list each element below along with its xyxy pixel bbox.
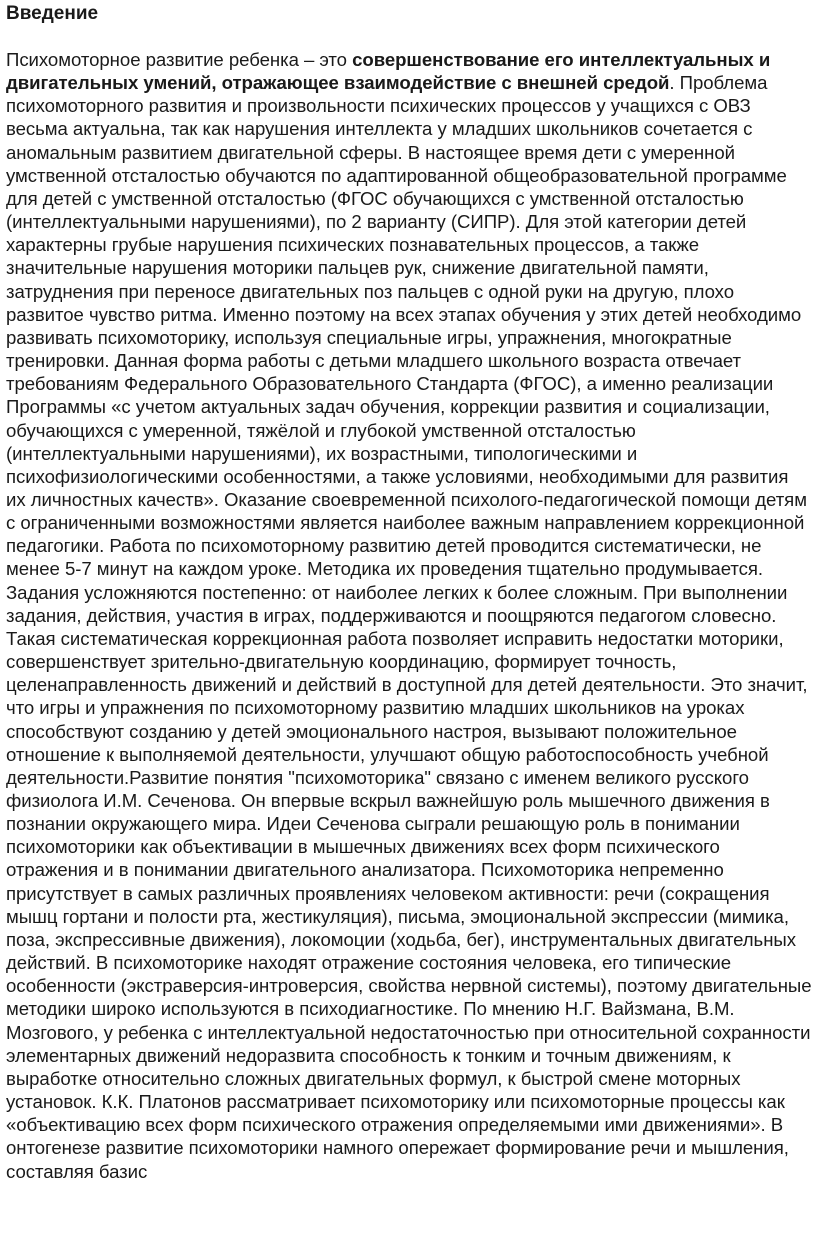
intro-plain-text: Психомоторное развитие ребенка – это [6,49,353,70]
document-page [6,0,812,1183]
main-body-text: . Проблема психомоторного развития и произвольности психических процессов у учащихся с ОВЗ весьма актуальна, так как нарушения интеллекта у младших школьников сочетается с аномальным развитием двигательной сферы. В настоящее время дети с умеренной умственной отсталостью обучаются по адаптированной общеобразовательной программе для детей с умственной отсталостью (ФГОС обучающихся с умственной отсталостью (интеллектуальными нарушениями), по 2 варианту (СИПР). Для этой категории детей характерны грубые нарушения психических познавательных процессов, а также значительные нарушения моторики пальцев рук, снижение двигательной памяти, затруднения при переносе двигательных поз пальцев с одной руки на другую, плохо развитое чувство ритма. Именно поэтому на всех этапах обучения у этих детей необходимо развивать психомоторику, используя специальные игры, упражнения, многократные тренировки. Данная форма работы с детьми младшего школьного возраста отвечает требованиям Федерального Образовательного Стандарта (ФГОС), а именно реализации Программы «с учетом актуальных задач обучения, коррекции развития и социализации, обучающихся с умеренной, тяжёлой и глубокой умственной отсталостью (интеллектуальными нарушениями), их возрастными, типологическими и психофизиологическими особенностями, а также условиями, необходимыми для развития их личностных качеств». Оказание своевременной психолого-педагогической помощи детям с ограниченными возможностями является наиболее важным направлением коррекционной педагогики. Работа по психомоторному развитию детей проводится систематически, не менее 5-7 минут на каждом уроке. Методика их проведения тщательно продумывается. Задания усложняются постепенно: от наиболее легких к более сложным. При выполнении задания, действия, участия в играх, поддерживаются и поощряются педагогом словесно. Такая систематическая коррекционная работа позволяет исправить недостатки моторики, совершенствует зрительно-двигательную координацию, формирует точность, целенаправленность движений и действий в доступной для детей деятельности. Это значит, что игры и упражнения по психомоторному развитию младших школьников на уроках способствуют созданию у детей эмоционального настроя, вызывают положительное отношение к выполняемой деятельности, улучшают общую работоспособность учебной деятельности.Развитие понятия "психомоторика" связано с именем великого русского физиолога И.М. Сеченова. Он впервые вскрыл важнейшую роль мышечного движения в познании окружающего мира. Идеи Сеченова сыграли решающую роль в понимании психомоторики как объективации в мышечных движениях всех форм психического отражения и в понимании двигательного анализатора. Психомоторика непременно присутствует в самых различных проявлениях человеком активности: речи (сокращения мышц гортани и полости рта, жестикуляция), письма, эмоциональной экспрессии (мимика, поза, экспрессивные движения), локомоции (ходьба, бег), инструментальных двигательных действий. В психомоторике находят отражение состояния человека, его типические особенности (экстраверсия-интроверсия, свойства нервной системы), поэтому двигательные методики широко используются в психодиагностике. По мнению Н.Г. Вайзмана, В.М. Мозгового, у ребенка с интеллектуальной недостаточностью при относительной сохранности элементарных движений недоразвита способность к тонким и точным движениям, к выработке относительно сложных двигательных формул, к быстрой смене моторных установок. К.К. Платонов рассматривает психомоторику или психомоторные процессы как «объективацию всех форм психического отражения определяемыми ими движениями». В онтогенезе развитие психомоторики намного опережает формирование речи и мышления, составляя базис [6,72,812,1182]
body-paragraph [6,48,812,1183]
paragraph-gap [6,26,812,48]
section-heading: Введение [6,3,99,24]
intro-bold-text: совершенствование его интеллектуальных и двигательных умений, отражающее взаимодействие с внешней средой [6,49,771,94]
